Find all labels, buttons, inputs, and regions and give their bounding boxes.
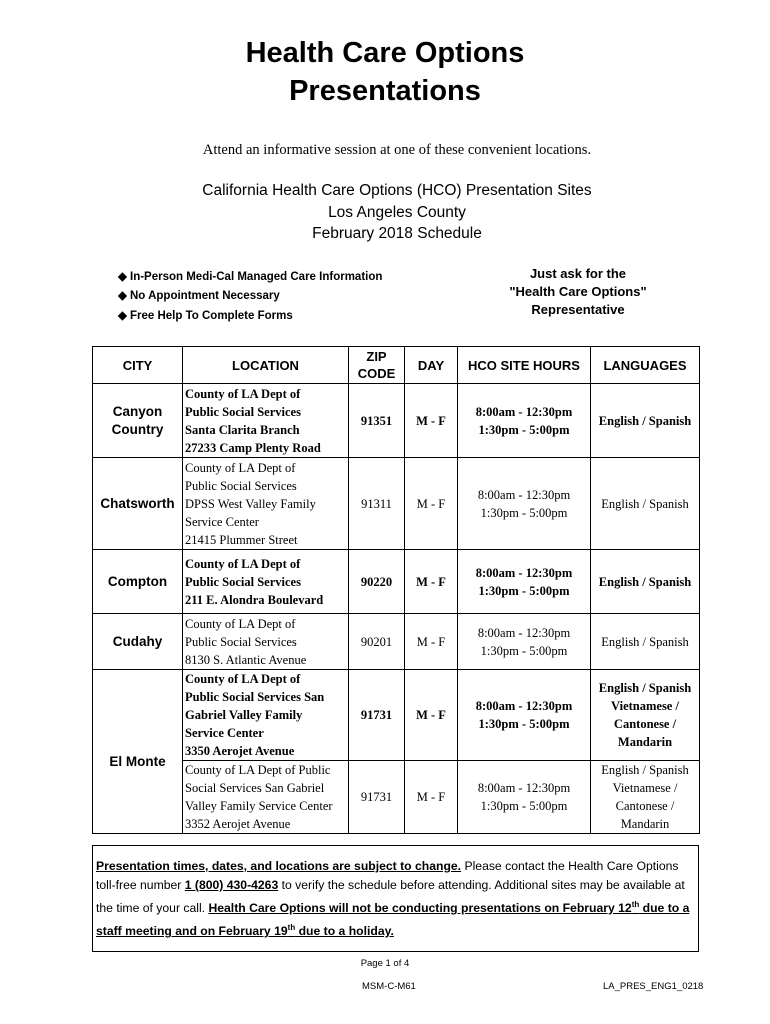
phone-number: 1 (800) 430-4263 — [184, 878, 279, 892]
zip-cell: 91311 — [349, 458, 405, 550]
hours-cell: 8:00am - 12:30pm 1:30pm - 5:00pm — [458, 384, 591, 458]
table-row — [93, 550, 700, 614]
table-row — [93, 614, 700, 670]
notice-closure-text: Health Care Options will not be conducting presentations on February 12th due to a staff meeting and on February 19th due to a holiday. — [96, 900, 690, 939]
languages-cell: English / Spanish — [591, 458, 700, 550]
day-cell: M - F — [405, 614, 458, 670]
diamond-icon: ◆ — [118, 271, 127, 283]
day-cell: M - F — [405, 458, 458, 550]
notice-change-warning: Presentation times, dates, and locations are subject to change. — [96, 859, 462, 873]
header-day: DAY — [405, 347, 458, 384]
subtitle-line-1: California Health Care Options (HCO) Presentation Sites — [202, 182, 592, 199]
location-cell: County of LA Dept of Public Social Services 8130 S. Atlantic Avenue — [183, 614, 349, 670]
bullet-item — [118, 287, 382, 306]
table-row — [93, 458, 700, 550]
bullet-text: In-Person Medi-Cal Managed Care Information — [130, 271, 383, 283]
bullet-text: No Appointment Necessary — [130, 290, 280, 302]
form-number: MSM-C-M61 — [362, 981, 416, 992]
day-cell: M - F — [405, 761, 458, 834]
languages-cell: English / Spanish Vietnamese / Cantonese / Mandarin — [591, 761, 700, 834]
location-cell: County of LA Dept of Public Social Services DPSS West Valley Family Service Center 21415 Plummer Street — [183, 458, 349, 550]
languages-cell: English / Spanish Vietnamese / Cantonese / Mandarin — [591, 670, 700, 761]
location-cell: County of LA Dept of Public Social Services San Gabriel Valley Family Service Center 3350 Aerojet Avenue — [183, 670, 349, 761]
hours-cell: 8:00am - 12:30pm 1:30pm - 5:00pm — [458, 761, 591, 834]
ask-line-1: Just ask for the — [529, 266, 627, 281]
city-cell: Chatsworth — [93, 458, 183, 550]
intro-text: Attend an informative session at one of these convenient locations. — [202, 142, 592, 158]
ask-line-2: "Health Care Options" — [509, 284, 647, 299]
title-line-1: Health Care Options — [245, 37, 525, 69]
diamond-icon: ◆ — [118, 310, 127, 322]
day-cell: M - F — [405, 384, 458, 458]
location-cell: County of LA Dept of Public Social Services Santa Clarita Branch 27233 Camp Plenty Road — [183, 384, 349, 458]
notice-box — [92, 845, 699, 952]
table-row — [93, 384, 700, 458]
document-code: LA_PRES_ENG1_0218 — [603, 981, 704, 992]
page-number: Page 1 of 4 — [360, 958, 410, 969]
day-cell: M - F — [405, 550, 458, 614]
header-languages: LANGUAGES — [591, 347, 700, 384]
city-cell: Canyon Country — [93, 384, 183, 458]
notice-verify-text: to verify the schedule before attending. Additional sites may be available at the time of your call. — [96, 878, 685, 916]
hours-cell: 8:00am - 12:30pm 1:30pm - 5:00pm — [458, 670, 591, 761]
hours-cell: 8:00am - 12:30pm 1:30pm - 5:00pm — [458, 614, 591, 670]
header-location: LOCATION — [183, 347, 349, 384]
zip-cell: 90220 — [349, 550, 405, 614]
header-zip: ZIP CODE — [349, 347, 405, 384]
title-line-2: Presentations — [289, 75, 481, 107]
header-city: CITY — [93, 347, 183, 384]
bullet-item — [118, 268, 382, 287]
day-cell: M - F — [405, 670, 458, 761]
location-cell: County of LA Dept of Public Social Services 211 E. Alondra Boulevard — [183, 550, 349, 614]
ask-line-3: Representative — [531, 302, 625, 317]
header-hours: HCO SITE HOURS — [458, 347, 591, 384]
subtitle-line-2: Los Angeles County — [328, 204, 466, 221]
bullet-item — [118, 307, 382, 326]
languages-cell: English / Spanish — [591, 614, 700, 670]
hours-cell: 8:00am - 12:30pm 1:30pm - 5:00pm — [458, 550, 591, 614]
zip-cell: 91351 — [349, 384, 405, 458]
table-row — [93, 670, 700, 761]
languages-cell: English / Spanish — [591, 550, 700, 614]
zip-cell: 91731 — [349, 761, 405, 834]
table-header-row — [93, 347, 700, 384]
city-cell: Cudahy — [93, 614, 183, 670]
notice-contact-text: Please contact the Health Care Options toll-free number — [96, 859, 679, 892]
city-cell: Compton — [93, 550, 183, 614]
bullet-text: Free Help To Complete Forms — [130, 310, 293, 322]
table-row — [93, 761, 700, 834]
location-cell: County of LA Dept of Public Social Services San Gabriel Valley Family Service Center 3352 Aerojet Avenue — [183, 761, 349, 834]
subtitle-line-3: February 2018 Schedule — [312, 225, 482, 242]
languages-cell: English / Spanish — [591, 384, 700, 458]
bullet-list — [118, 268, 382, 326]
city-cell: El Monte — [93, 670, 183, 834]
ask-box — [483, 265, 673, 319]
zip-cell: 91731 — [349, 670, 405, 761]
hours-cell: 8:00am - 12:30pm 1:30pm - 5:00pm — [458, 458, 591, 550]
zip-cell: 90201 — [349, 614, 405, 670]
schedule-table — [92, 346, 700, 834]
diamond-icon: ◆ — [118, 290, 127, 302]
